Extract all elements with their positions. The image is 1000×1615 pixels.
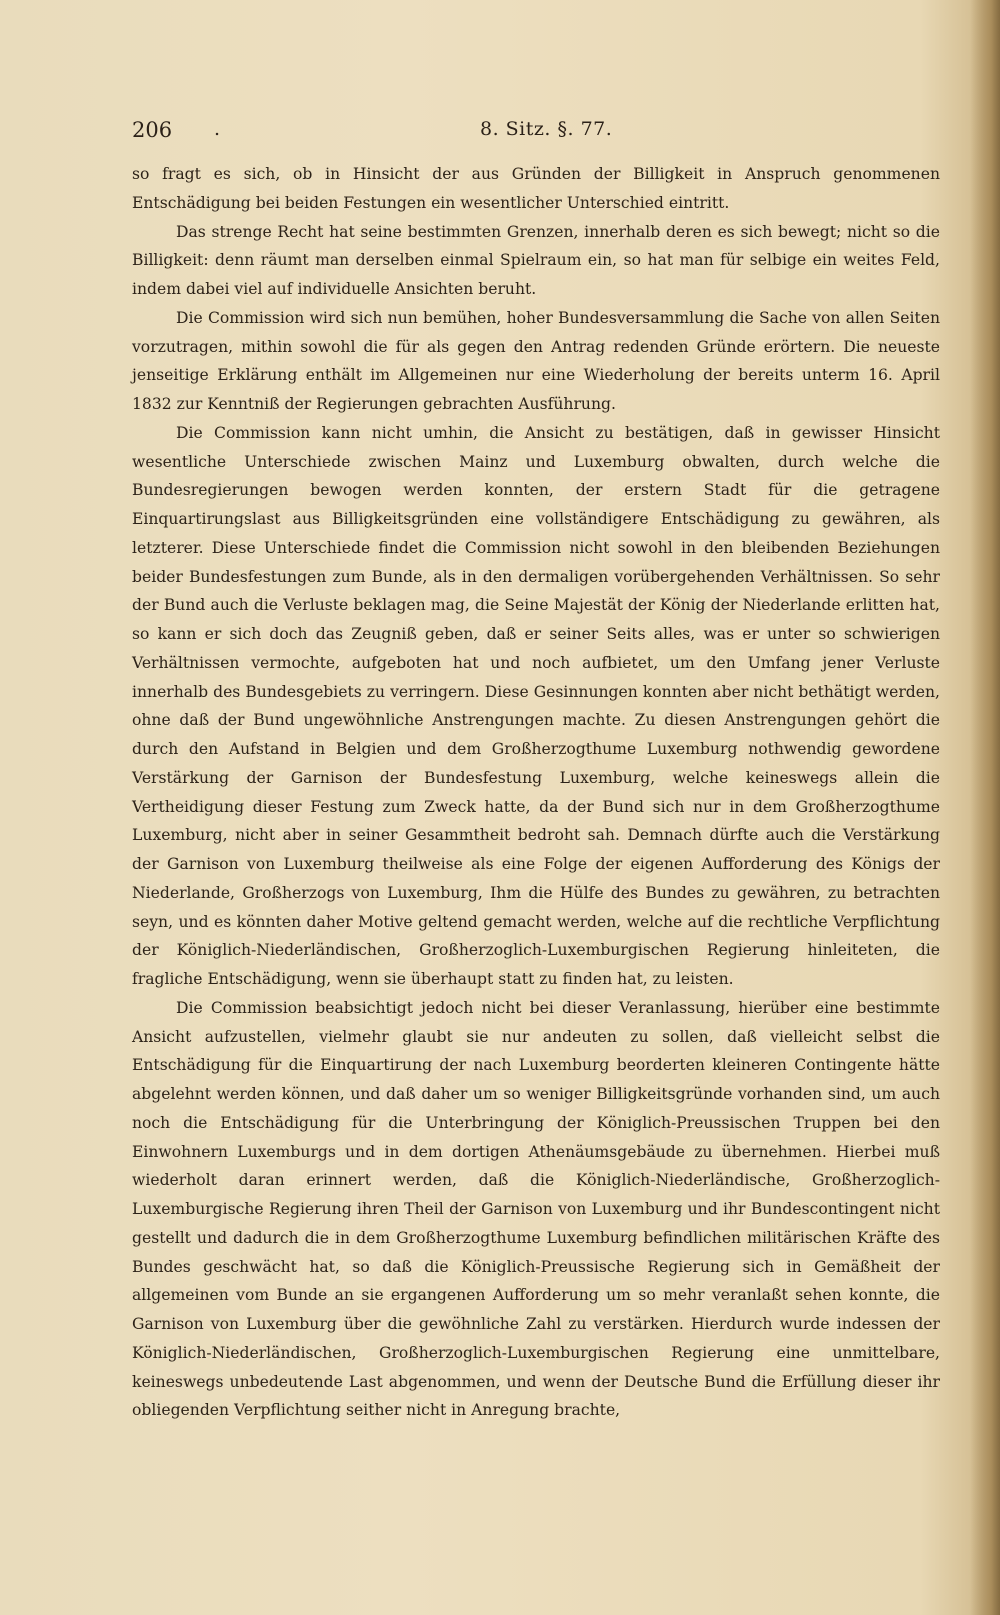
- paragraph-4: Die Commission kann nicht umhin, die Ansicht zu bestätigen, daß in gewisser Hinsicht wesentliche Unterschiede zwischen Mainz und Luxemburg obwalten, durch welche die Bundesregierungen bewogen werden konnten, der erstern Stadt für die getragene Einquartirungslast aus Billigkeitsgründen eine vollständigere Entschädigung zu gewähren, als letzterer. Diese Unterschiede findet die Commission nicht sowohl in den bleibenden Beziehungen beider Bundesfestungen zum Bunde, als in den dermaligen vorübergehenden Verhältnissen. So sehr der Bund auch die Verluste beklagen mag, die Seine Majestät der König der Niederlande erlitten hat, so kann er sich doch das Zeugniß geben, daß er seiner Seits alles, was er unter so schwierigen Verhältnissen vermochte, aufgeboten hat und noch aufbietet, um den Umfang jener Verluste innerhalb des Bundesgebiets zu verringern. Diese Gesinnungen konnten aber nicht bethätigt werden, ohne daß der Bund ungewöhnliche Anstrengungen machte. Zu diesen Anstrengungen gehört die durch den Aufstand in Belgien und dem Großherzogthume Luxemburg nothwendig gewordene Verstärkung der Garnison der Bundesfestung Luxemburg, welche keineswegs allein die Vertheidigung dieser Festung zum Zweck hatte, da der Bund sich nur in dem Großherzogthume Luxemburg, nicht aber in seiner Gesammtheit bedroht sah. Demnach dürfte auch die Verstärkung der Garnison von Luxemburg theilweise als eine Folge der eigenen Aufforderung des Königs der Niederlande, Großherzogs von Luxemburg, Ihm die Hülfe des Bundes zu gewähren, zu betrachten seyn, und es könnten daher Motive geltend gemacht werden, welche auf die rechtliche Verpflichtung der Königlich-Niederländischen, Großherzoglich-Luxemburgischen Regierung hinleiteten, die fragliche Entschädigung, wenn sie überhaupt statt zu finden hat, zu leisten.: [132, 423, 940, 988]
- paragraph-1: so fragt es sich, ob in Hinsicht der aus Gründen der Billigkeit in Anspruch genommenen Entschädigung bei beiden Festungen ein wesentlicher Unterschied eintritt.: [132, 165, 940, 212]
- paragraph-3: Die Commission wird sich nun bemühen, hoher Bundesversammlung die Sache von allen Seiten vorzutragen, mithin sowohl die für als gegen den Antrag redenden Gründe erörtern. Die neueste jenseitige Erklärung enthält im Allgemeinen nur eine Wiederholung der bereits unterm 16. April 1832 zur Kenntniß der Regierungen gebrachten Ausführung.: [132, 308, 940, 413]
- paragraph-5: Die Commission beabsichtigt jedoch nicht bei dieser Veranlassung, hierüber eine bestimmte Ansicht aufzustellen, vielmehr glaubt sie nur andeuten zu sollen, daß vielleicht selbst die Entschädigung für die Einquartirung der nach Luxemburg beorderten kleineren Contingente hätte abgelehnt werden können, und daß daher um so weniger Billigkeitsgründe vorhanden sind, um auch noch die Entschädigung für die Unterbringung der Königlich-Preussischen Truppen bei den Einwohnern Luxemburgs und in dem dortigen Athenäumsgebäude zu übernehmen. Hierbei muß wiederholt daran erinnert werden, daß die Königlich-Niederländische, Großherzoglich-Luxemburgische Regierung ihren Theil der Garnison von Luxemburg und ihr Bundescontingent nicht gestellt und dadurch die in dem Großherzogthume Luxemburg befindlichen militärischen Kräfte des Bundes geschwächt hat, so daß die Königlich-Preussische Regierung sich in Gemäßheit der allgemeinen vom Bunde an sie ergangenen Aufforderung um so mehr veranlaßt sehen konnte, die Garnison von Luxemburg über die gewöhnliche Zahl zu verstärken. Hierdurch wurde indessen der Königlich-Niederländischen, Großherzoglich-Luxemburgischen Regierung eine unmittelbare, keineswegs unbedeutende Last abgenommen, und wenn der Deutsche Bund die Erfüllung dieser ihr obliegenden Verpflichtung seither nicht in Anregung brachte,: [132, 998, 940, 1420]
- page-header: [132, 118, 940, 148]
- running-head: 8. Sitz. §. 77.: [480, 118, 613, 140]
- paragraph-2: Das strenge Recht hat seine bestimmten Grenzen, innerhalb deren es sich bewegt; nicht so die Billigkeit: denn räumt man derselben einmal Spielraum ein, so hat man für selbige ein weites Feld, indem dabei viel auf individuelle Ansichten beruht.: [132, 222, 940, 298]
- page-edge-shadow: [970, 0, 1000, 1615]
- body-text: [132, 160, 940, 1425]
- header-dot: .: [214, 118, 221, 140]
- page-number: 206: [132, 118, 173, 142]
